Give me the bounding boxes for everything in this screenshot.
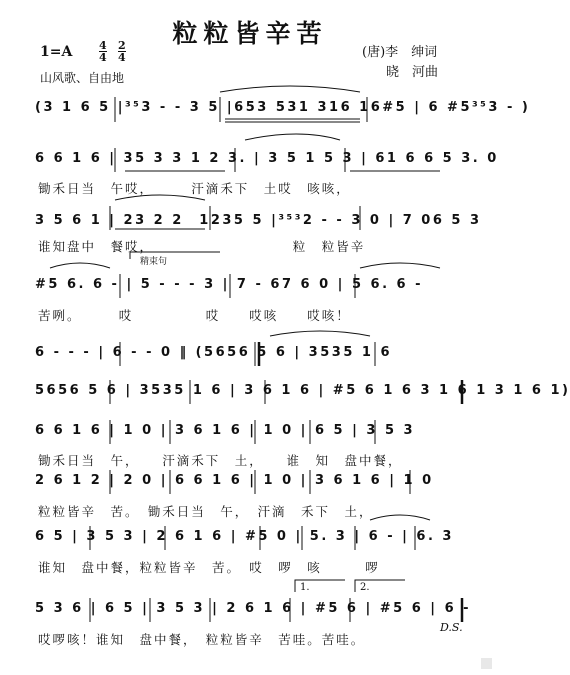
dal-segno-mark: D.S.: [440, 621, 463, 634]
slur: [360, 263, 440, 268]
notation-row-5: 6 - - - | 6 - - 0 ‖ (5656 5 6 | 3535 1 6: [35, 345, 393, 360]
notation-row-1: (3 1 6 5 |³⁵3 - - 3 5 |653 531 316 16#5 | 6 #5³⁵3 - ): [35, 100, 531, 115]
slur: [270, 331, 370, 336]
slur: [245, 134, 340, 140]
meter-bottom: 4: [99, 51, 107, 64]
notation-row-6: 5656 5 6 | 3535 1 6 | 3 6 1 6 | #5 6 1 6 3 1 6 1 3 1 6 1): [35, 383, 570, 398]
volta-1-label: 1.: [300, 582, 310, 593]
volta-2-label: 2.: [360, 582, 370, 593]
lyrics-row-3: 谁知盘中 餐哎， 粒 粒皆辛: [38, 239, 366, 254]
lyrics-row-2: 锄禾日当 午哎， 汗滴禾下 土哎 咳咳，: [38, 181, 351, 196]
notation-row-3: 3 5 6 1 | 23 2 2 1235 5 |³⁵³2 - - 3 0 | 7 06 5 3: [35, 213, 482, 228]
notation-row-4: #5 6. 6 - | 5 - - - 3 | 7 - 67 6 0 | 5 6. 6 -: [35, 277, 423, 292]
song-title: 粒粒皆辛苦: [172, 19, 328, 48]
slur: [50, 263, 110, 268]
lyrics-row-9: 谁知 盘中餐，粒粒皆辛 苦。 哎 啰 咳 啰: [38, 560, 380, 575]
tempo-style-note: 山风歌、自由地: [40, 71, 125, 85]
lyrics-row-4: 苦咧。 哎 哎 哎咳 哎咳！: [38, 308, 351, 323]
meter-top: 4: [99, 39, 107, 52]
lyrics-row-10: 哎啰咳！谁知 盘中餐， 粒粒皆辛 苦哇。苦哇。: [38, 632, 366, 647]
slur: [220, 86, 360, 92]
page-corner-mark: [481, 658, 492, 669]
notation-row-7: 6 6 1 6 | 1 0 | 3 6 1 6 | 1 0 | 6 5 | 3 5 3: [35, 423, 416, 438]
fine-label: 精束句: [140, 257, 168, 267]
notation-row-9: 6 5 | 3 5 3 | 2 6 1 6 | #5 0 | 5. 3 | 6 - | 6. 3: [35, 529, 454, 544]
notation-row-8: 2 6 1 2 | 2 0 | 6 6 1 6 | 1 0 | 3 6 1 6 | 1 0: [35, 473, 434, 488]
lyrics-row-8: 粒粒皆辛 苦。 锄禾日当 午， 汗滴 禾下 土，: [38, 504, 374, 519]
notation-row-2: 6 6 1 6 | 35 3 3 1 2 3. | 3 5 1 5 3 | 61 6 6 5 3. 0: [35, 151, 499, 166]
key-signature: 1=A: [40, 44, 73, 60]
meter-top: 2: [118, 39, 126, 52]
meter-bottom: 4: [118, 51, 126, 64]
composer-credit: 晓 河曲: [386, 65, 439, 80]
lyricist-credit: (唐)李 绅词: [362, 45, 438, 60]
notation-row-10: 5 3 6 | 6 5 | 3 5 3 | 2 6 1 6 | #5 6 | #5 6 | 6 -: [35, 601, 472, 616]
lyrics-row-7: 锄禾日当 午， 汗滴禾下 土， 谁 知 盘中餐，: [38, 453, 403, 468]
